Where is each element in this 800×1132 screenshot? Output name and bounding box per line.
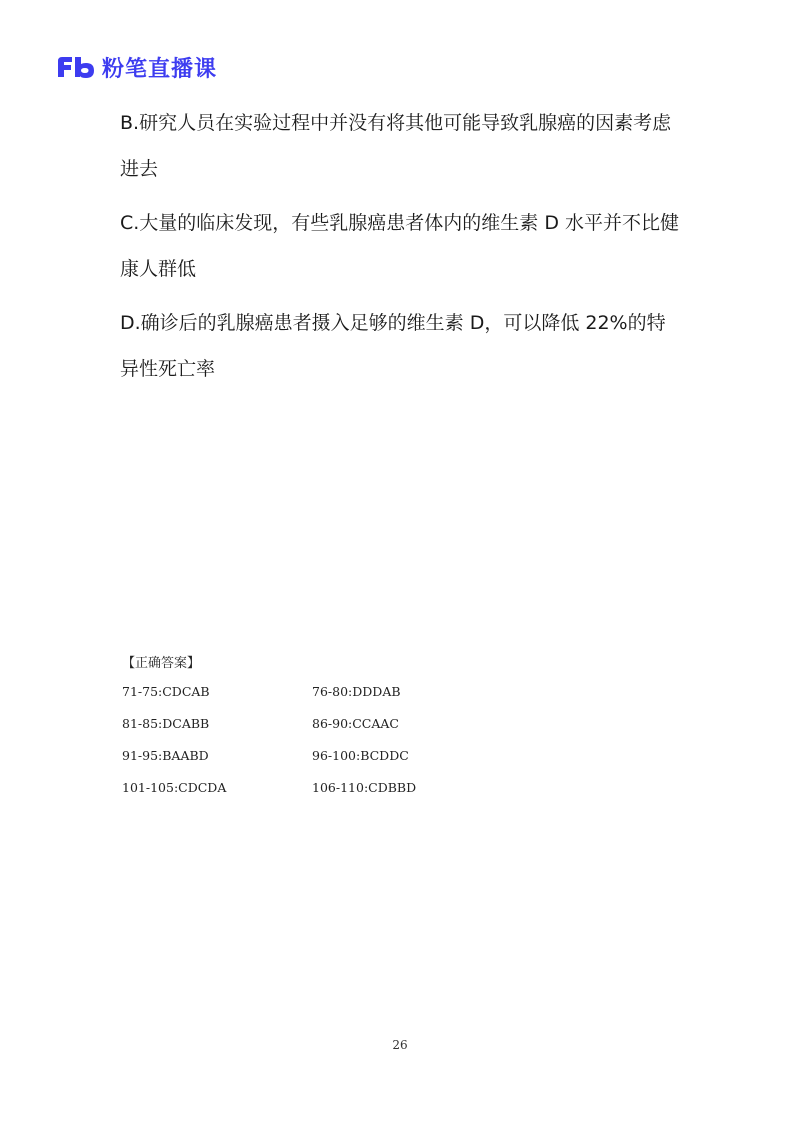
- brand-name: 粉笔直播课: [102, 56, 218, 82]
- page-number: 26: [392, 1038, 408, 1052]
- brand-logo: [56, 50, 217, 84]
- answer-cell: 81-85:DCABB: [122, 716, 210, 731]
- answer-cell: 76-80:DDDAB: [312, 684, 401, 699]
- answer-cell: 96-100:BCDDC: [312, 748, 409, 763]
- answer-cell: 86-90:CCAAC: [312, 716, 399, 731]
- answer-key-title: 【正确答案】: [122, 656, 201, 671]
- answer-cell: 71-75:CDCAB: [122, 684, 210, 699]
- answer-row: [122, 716, 502, 748]
- option-d: D.确诊后的乳腺癌患者摄入足够的维生素 D，可以降低 22%的特异性死亡率: [120, 312, 666, 380]
- answer-cell: 101-105:CDCDA: [122, 780, 227, 795]
- answer-row: [122, 748, 502, 780]
- answer-cell: 91-95:BAABD: [122, 748, 209, 763]
- question-options: [120, 100, 680, 400]
- fb-logo-icon: [56, 55, 96, 79]
- answer-cell: 106-110:CDBBD: [312, 780, 417, 795]
- option-c: C.大量的临床发现，有些乳腺癌患者体内的维生素 D 水平并不比健康人群低: [120, 212, 680, 280]
- answer-key: [122, 652, 502, 812]
- option-b: B.研究人员在实验过程中并没有将其他可能导致乳腺癌的因素考虑进去: [120, 112, 672, 180]
- answer-row: [122, 780, 502, 812]
- answer-row: [122, 684, 502, 716]
